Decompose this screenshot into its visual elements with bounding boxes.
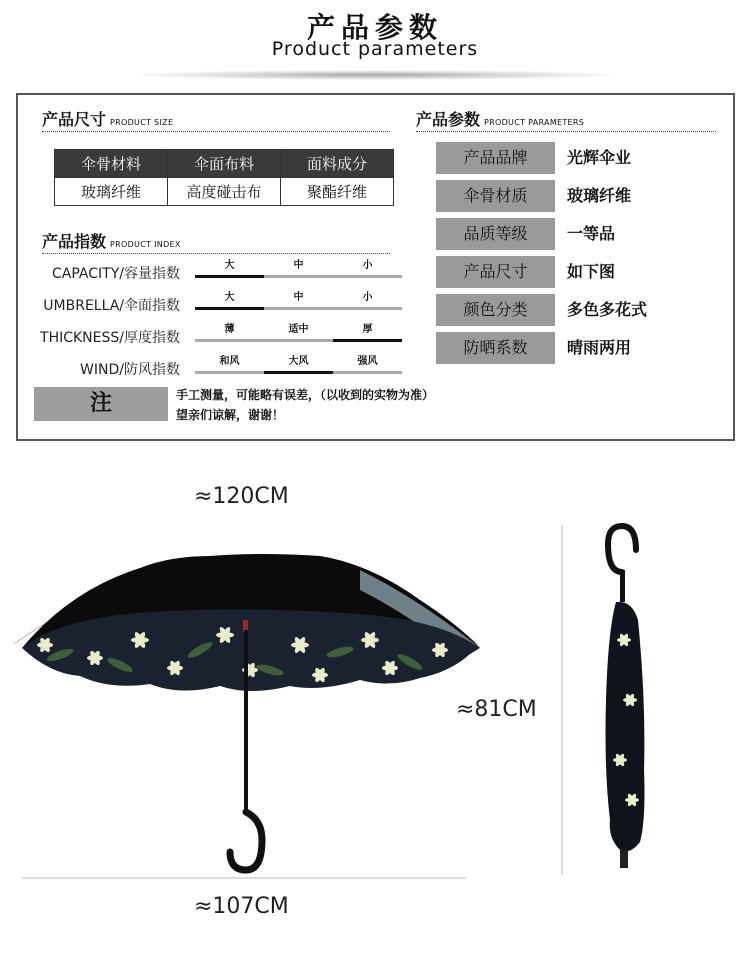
index-option bbox=[264, 323, 333, 342]
size-table bbox=[54, 149, 394, 206]
length-dimension-label: ≈81CM bbox=[456, 697, 537, 722]
index-option bbox=[333, 291, 402, 310]
title-shadow-divider bbox=[130, 70, 620, 80]
index-option bbox=[333, 323, 402, 342]
size-value-cell: 聚酯纤维 bbox=[281, 178, 394, 206]
open-umbrella-photo bbox=[0, 440, 520, 960]
size-header-cell: 伞面布料 bbox=[168, 150, 281, 178]
index-bar bbox=[333, 307, 402, 310]
index-section-title bbox=[42, 229, 181, 252]
param-key: 品质等级 bbox=[436, 218, 555, 250]
index-title-en: PRODUCT INDEX bbox=[110, 240, 181, 249]
size-title-en: PRODUCT SIZE bbox=[110, 118, 174, 127]
index-option-label: 和风 bbox=[219, 356, 240, 367]
index-option-label: 适中 bbox=[288, 324, 309, 335]
size-section-title bbox=[42, 107, 173, 130]
param-key: 伞骨材质 bbox=[436, 180, 555, 212]
note-label: 注 bbox=[34, 387, 168, 421]
size-title-cn: 产品尺寸 bbox=[42, 110, 107, 129]
index-row-label: THICKNESS/厚度指数 bbox=[40, 330, 180, 346]
index-option bbox=[333, 259, 402, 278]
index-option-label: 强风 bbox=[357, 356, 378, 367]
canopy-inner bbox=[22, 609, 480, 691]
index-option bbox=[195, 259, 264, 278]
param-key: 产品尺寸 bbox=[436, 256, 555, 288]
size-header-cell: 伞骨材料 bbox=[55, 150, 168, 178]
param-value: 玻璃纤维 bbox=[567, 186, 632, 205]
index-option-label: 大 bbox=[224, 292, 235, 303]
size-table-header-row bbox=[55, 150, 394, 178]
params-dotted-divider bbox=[416, 131, 716, 132]
index-option-label: 薄 bbox=[224, 324, 235, 335]
note-line-2: 望亲们谅解，谢谢！ bbox=[176, 408, 285, 422]
param-value: 多色多花式 bbox=[567, 300, 648, 319]
closed-umbrella-photo bbox=[540, 520, 660, 880]
params-title-cn: 产品参数 bbox=[416, 110, 481, 129]
size-header-cell: 面料成分 bbox=[281, 150, 394, 178]
index-title-cn: 产品指数 bbox=[42, 232, 107, 251]
note-text bbox=[176, 385, 434, 425]
index-option bbox=[264, 259, 333, 278]
index-option bbox=[195, 291, 264, 310]
param-value: 光辉伞业 bbox=[567, 148, 632, 167]
umbrella-shaft bbox=[244, 630, 248, 810]
index-option-label: 中 bbox=[293, 260, 304, 271]
index-bar bbox=[264, 339, 333, 342]
index-option-label: 小 bbox=[362, 260, 373, 271]
page-title-en: Product parameters bbox=[271, 38, 479, 60]
index-option bbox=[333, 355, 402, 374]
index-option bbox=[195, 323, 264, 342]
spec-panel bbox=[16, 93, 735, 441]
width-dimension-label: ≈107CM bbox=[194, 894, 289, 919]
page-title-cn: 产品参数 bbox=[306, 11, 443, 44]
size-dotted-divider bbox=[42, 131, 390, 132]
index-dotted-divider bbox=[42, 253, 390, 254]
size-table-value-row bbox=[55, 178, 394, 206]
index-option-label: 厚 bbox=[362, 324, 373, 335]
param-key: 颜色分类 bbox=[436, 294, 555, 326]
index-option bbox=[264, 291, 333, 310]
index-option-label: 大风 bbox=[288, 356, 309, 367]
index-row-label: UMBRELLA/伞面指数 bbox=[43, 298, 180, 314]
index-bar bbox=[264, 307, 333, 310]
params-title-en: PRODUCT PARAMETERS bbox=[484, 118, 585, 127]
index-bar bbox=[333, 371, 402, 374]
size-value-cell: 高度碰击布 bbox=[168, 178, 281, 206]
index-row-label: CAPACITY/容量指数 bbox=[52, 266, 180, 282]
c-handle bbox=[230, 812, 262, 870]
param-key: 产品品牌 bbox=[436, 142, 555, 174]
arc-dimension-label: ≈120CM bbox=[194, 484, 289, 509]
param-value: 一等品 bbox=[567, 224, 616, 243]
index-bar-selected bbox=[264, 371, 333, 374]
index-bar bbox=[195, 339, 264, 342]
param-value: 晴雨两用 bbox=[567, 338, 632, 357]
note-line-1: 手工测量，可能略有误差，（以收到的实物为准） bbox=[176, 388, 435, 402]
index-option bbox=[195, 355, 264, 374]
param-key: 防晒系数 bbox=[436, 332, 555, 364]
index-bar-selected bbox=[333, 339, 402, 342]
param-value: 如下图 bbox=[567, 262, 616, 281]
index-bar-selected bbox=[195, 307, 264, 310]
index-bar bbox=[264, 275, 333, 278]
params-section-title bbox=[416, 107, 584, 130]
closed-tip bbox=[620, 850, 628, 868]
index-option-label: 小 bbox=[362, 292, 373, 303]
index-bar-selected bbox=[195, 275, 264, 278]
index-option-label: 中 bbox=[293, 292, 304, 303]
index-option-label: 大 bbox=[224, 260, 235, 271]
closed-shaft bbox=[620, 570, 625, 602]
c-handle-closed bbox=[608, 526, 636, 572]
index-row-label: WIND/防风指数 bbox=[80, 362, 180, 378]
index-bar bbox=[333, 275, 402, 278]
index-bar bbox=[195, 371, 264, 374]
size-value-cell: 玻璃纤维 bbox=[55, 178, 168, 206]
index-option bbox=[264, 355, 333, 374]
